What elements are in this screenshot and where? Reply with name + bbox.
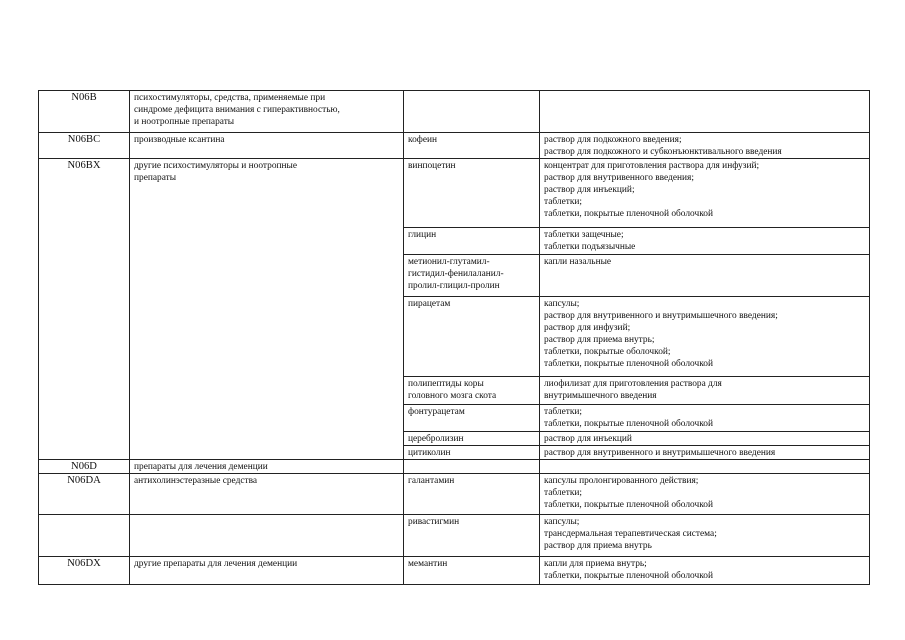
group-name-cell: психостимуляторы, средства, применяемые при синдроме дефицита внимания с гиперактивностью, и ноотропные препараты <box>130 91 404 133</box>
table-row <box>39 557 870 585</box>
dosage-form-cell: капсулы; трансдермальная терапевтическая система; раствор для приема внутрь <box>540 515 870 557</box>
dosage-form-cell: концентрат для приготовления раствора для инфузий; раствор для внутривенного введения; раствор для инъекций; таблетки; таблетки, покрытые пленочной оболочкой <box>540 159 870 228</box>
dosage-form-cell: лиофилизат для приготовления раствора для внутримышечного введения <box>540 377 870 405</box>
drug-name-cell: фонтурацетам <box>404 405 540 432</box>
drug-name-cell: пирацетам <box>404 297 540 377</box>
drug-name-cell: глицин <box>404 228 540 255</box>
dosage-form-cell: капли назальные <box>540 255 870 297</box>
atc-code-cell: N06D <box>39 460 130 474</box>
table-row <box>39 159 870 228</box>
dosage-form-cell: капсулы пролонгированного действия; таблетки; таблетки, покрытые пленочной оболочкой <box>540 474 870 515</box>
table-row <box>39 515 870 557</box>
dosage-form-cell: таблетки защечные; таблетки подъязычные <box>540 228 870 255</box>
table-row <box>39 133 870 159</box>
group-name-cell <box>130 515 404 557</box>
drug-name-cell: галантамин <box>404 474 540 515</box>
atc-code-cell: N06DA <box>39 474 130 515</box>
atc-code-cell: N06B <box>39 91 130 133</box>
group-name-cell: другие психостимуляторы и ноотропные препараты <box>130 159 404 460</box>
atc-code-cell: N06BC <box>39 133 130 159</box>
table-row <box>39 91 870 133</box>
atc-drug-table <box>38 90 870 585</box>
dosage-form-cell <box>540 91 870 133</box>
dosage-form-cell <box>540 460 870 474</box>
dosage-form-cell: раствор для внутривенного и внутримышечного введения <box>540 446 870 460</box>
group-name-cell: другие препараты для лечения деменции <box>130 557 404 585</box>
drug-name-cell <box>404 91 540 133</box>
group-name-cell: антихолинэстеразные средства <box>130 474 404 515</box>
dosage-form-cell: раствор для подкожного введения; раствор для подкожного и субконъюнктивального введения <box>540 133 870 159</box>
dosage-form-cell: раствор для инъекций <box>540 432 870 446</box>
dosage-form-cell: капли для приема внутрь; таблетки, покрытые пленочной оболочкой <box>540 557 870 585</box>
drug-name-cell: винпоцетин <box>404 159 540 228</box>
drug-name-cell: полипептиды коры головного мозга скота <box>404 377 540 405</box>
group-name-cell: препараты для лечения деменции <box>130 460 404 474</box>
drug-name-cell: ривастигмин <box>404 515 540 557</box>
table-row <box>39 460 870 474</box>
dosage-form-cell: таблетки; таблетки, покрытые пленочной оболочкой <box>540 405 870 432</box>
atc-code-cell <box>39 515 130 557</box>
drug-name-cell: церебролизин <box>404 432 540 446</box>
atc-code-cell: N06BX <box>39 159 130 460</box>
atc-code-cell: N06DX <box>39 557 130 585</box>
drug-name-cell: кофеин <box>404 133 540 159</box>
table-row <box>39 474 870 515</box>
drug-name-cell: метионил-глутамил- гистидил-фенилаланил- пролил-глицил-пролин <box>404 255 540 297</box>
drug-name-cell: цитиколин <box>404 446 540 460</box>
dosage-form-cell: капсулы; раствор для внутривенного и внутримышечного введения; раствор для инфузий; раствор для приема внутрь; таблетки, покрытые оболочкой; таблетки, покрытые пленочной оболочкой <box>540 297 870 377</box>
group-name-cell: производные ксантина <box>130 133 404 159</box>
drug-name-cell: мемантин <box>404 557 540 585</box>
drug-name-cell <box>404 460 540 474</box>
